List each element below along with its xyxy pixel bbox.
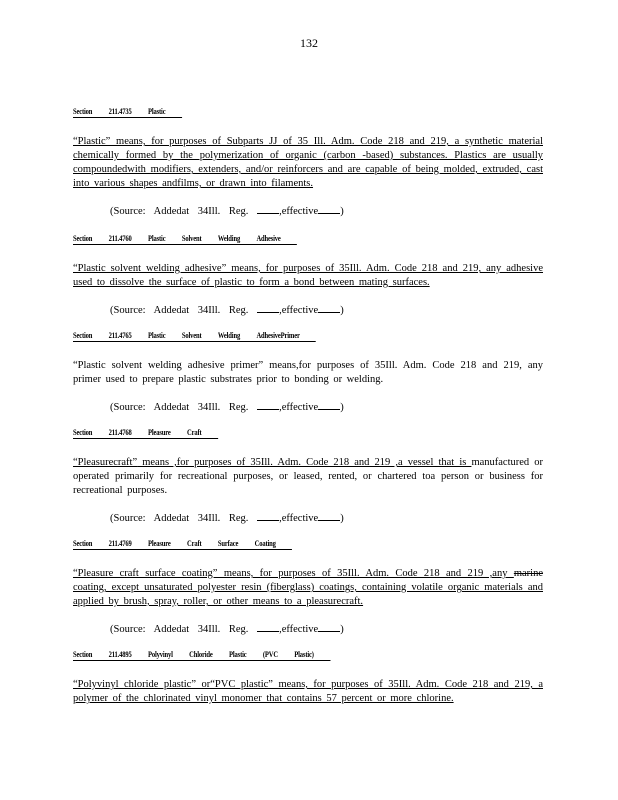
definition-text: “Plastic solvent welding adhesive” means, for purposes of 35Ill. Adm. Code 218 and 219, any adhesive used to dissolve the surface of plastic to form a bond between mating surfaces. (73, 263, 543, 288)
heading-word: Plastic (229, 650, 247, 659)
section-definition (73, 262, 543, 290)
source-prefix: (Source: Addedat 34Ill. Reg. (110, 206, 258, 217)
definition-text: means ,for purposes of 35Ill. Adm. Code 218 and 219 ,a vessel that is (137, 457, 472, 468)
source-effective: ,effective (279, 513, 319, 524)
heading-word: Adhesive (256, 234, 281, 243)
definition-text: “Pleasure craft surface coating” means, for purposes of 35Ill. Adm. Code 218 and 219 ,any (73, 568, 514, 579)
definition-text: “Plastic solvent welding adhesive primer” means,for purposes of 35Ill. Adm. Code 218 and 219, any primer used to prepare plastic substrates prior to bonding or welding. (73, 360, 543, 385)
blank-line (257, 303, 279, 313)
blank-line (318, 303, 340, 313)
heading-word: (PVC (262, 650, 278, 659)
source-suffix: ) (340, 624, 344, 635)
section-heading (73, 428, 218, 439)
heading-word: Plastic (148, 331, 166, 340)
section-3 (73, 325, 543, 413)
section-4 (73, 422, 543, 524)
definition-text: marine (513, 568, 543, 579)
heading-word: Polyvinyl (148, 650, 173, 659)
section-heading (73, 539, 292, 550)
heading-word: 211.4760 (108, 234, 132, 243)
section-definition (73, 567, 543, 609)
source-suffix: ) (340, 206, 344, 217)
blank-line (318, 400, 340, 410)
source-suffix: ) (340, 305, 344, 316)
section-1 (73, 101, 543, 217)
definition-text: “Polyvinyl chloride plastic” or“PVC plastic” means, for purposes of 35Ill. Adm. Code 218 and 219, a polymer of the chlorinated vinyl monomer that contains 57 percent or more chlorine. (73, 679, 543, 704)
section-definition (73, 359, 543, 387)
heading-word: Chloride (189, 650, 213, 659)
source-prefix: (Source: Addedat 34Ill. Reg. (110, 402, 258, 413)
blank-line (318, 204, 340, 214)
source-suffix: ) (340, 402, 344, 413)
heading-word: Section (73, 428, 93, 437)
heading-word: 211.4768 (108, 428, 132, 437)
heading-word: Section (73, 107, 93, 116)
definition-text: coating, except unsaturated polyester resin (fiberglass) coatings, containing volatile organic materials and applied by brush, spray, roller, or other means to a pleasurecraft. (73, 582, 543, 607)
section-heading (73, 331, 316, 342)
blank-line (318, 622, 340, 632)
heading-word: Section (73, 331, 93, 340)
section-definition (73, 135, 543, 191)
section-definition (73, 456, 543, 498)
page-number: 132 (300, 36, 318, 50)
source-note (110, 511, 543, 524)
blank-line (318, 511, 340, 521)
definition-text: manufactured or operated primarily for recreational purposes, or leased, rented, or chartered toa person or business for recreational purposes. (73, 457, 544, 496)
section-heading (73, 107, 182, 118)
section-5 (73, 533, 543, 635)
blank-line (257, 204, 279, 214)
section-heading (73, 234, 297, 245)
blank-line (257, 400, 279, 410)
definition-text: “Plastic” means, for purposes of Subparts JJ of 35 Ill. Adm. Code 218 and 219, a synthetic material chemically formed by the polymerization of organic (carbon -based) substances. Plastics are usually compoundedwith modifiers, extenders, and/or reinforcers and are capable of being molded, extruded, cast into various shapes andfilms, or drawn into filaments. (73, 136, 543, 189)
heading-word: Coating (254, 539, 276, 548)
source-note (110, 303, 543, 316)
section-definition (73, 678, 543, 706)
blank-line (257, 511, 279, 521)
source-note (110, 400, 543, 413)
heading-word: Surface (217, 539, 239, 548)
source-effective: ,effective (279, 206, 319, 217)
source-note (110, 204, 543, 217)
source-prefix: (Source: Addedat 34Ill. Reg. (110, 624, 258, 635)
heading-word: Solvent (181, 234, 202, 243)
heading-word: Welding (217, 331, 241, 340)
heading-word: Plastic (148, 107, 166, 116)
heading-word: Pleasure (148, 428, 171, 437)
source-note (110, 622, 543, 635)
section-6 (73, 644, 543, 706)
heading-word: Craft (187, 428, 202, 437)
heading-word: Section (73, 539, 93, 548)
source-prefix: (Source: Addedat 34Ill. Reg. (110, 513, 258, 524)
heading-word: Plastic (148, 234, 166, 243)
source-effective: ,effective (279, 402, 319, 413)
source-effective: ,effective (279, 305, 319, 316)
heading-word: 211.4769 (108, 539, 132, 548)
heading-word: Plastic) (294, 650, 314, 659)
source-effective: ,effective (279, 624, 319, 635)
heading-word: 211.4735 (108, 107, 132, 116)
source-suffix: ) (340, 513, 344, 524)
definition-text: “Pleasurecraft” (73, 457, 138, 468)
heading-word: AdhesivePrimer (256, 331, 300, 340)
blank-line (257, 622, 279, 632)
heading-word: Craft (187, 539, 202, 548)
heading-word: 211.4765 (108, 331, 132, 340)
source-prefix: (Source: Addedat 34Ill. Reg. (110, 305, 258, 316)
heading-word: Solvent (181, 331, 202, 340)
section-2 (73, 228, 543, 316)
heading-word: 211.4895 (108, 650, 132, 659)
heading-word: Section (73, 650, 93, 659)
heading-word: Welding (217, 234, 241, 243)
heading-word: Pleasure (148, 539, 171, 548)
section-heading (73, 650, 330, 661)
heading-word: Section (73, 234, 93, 243)
